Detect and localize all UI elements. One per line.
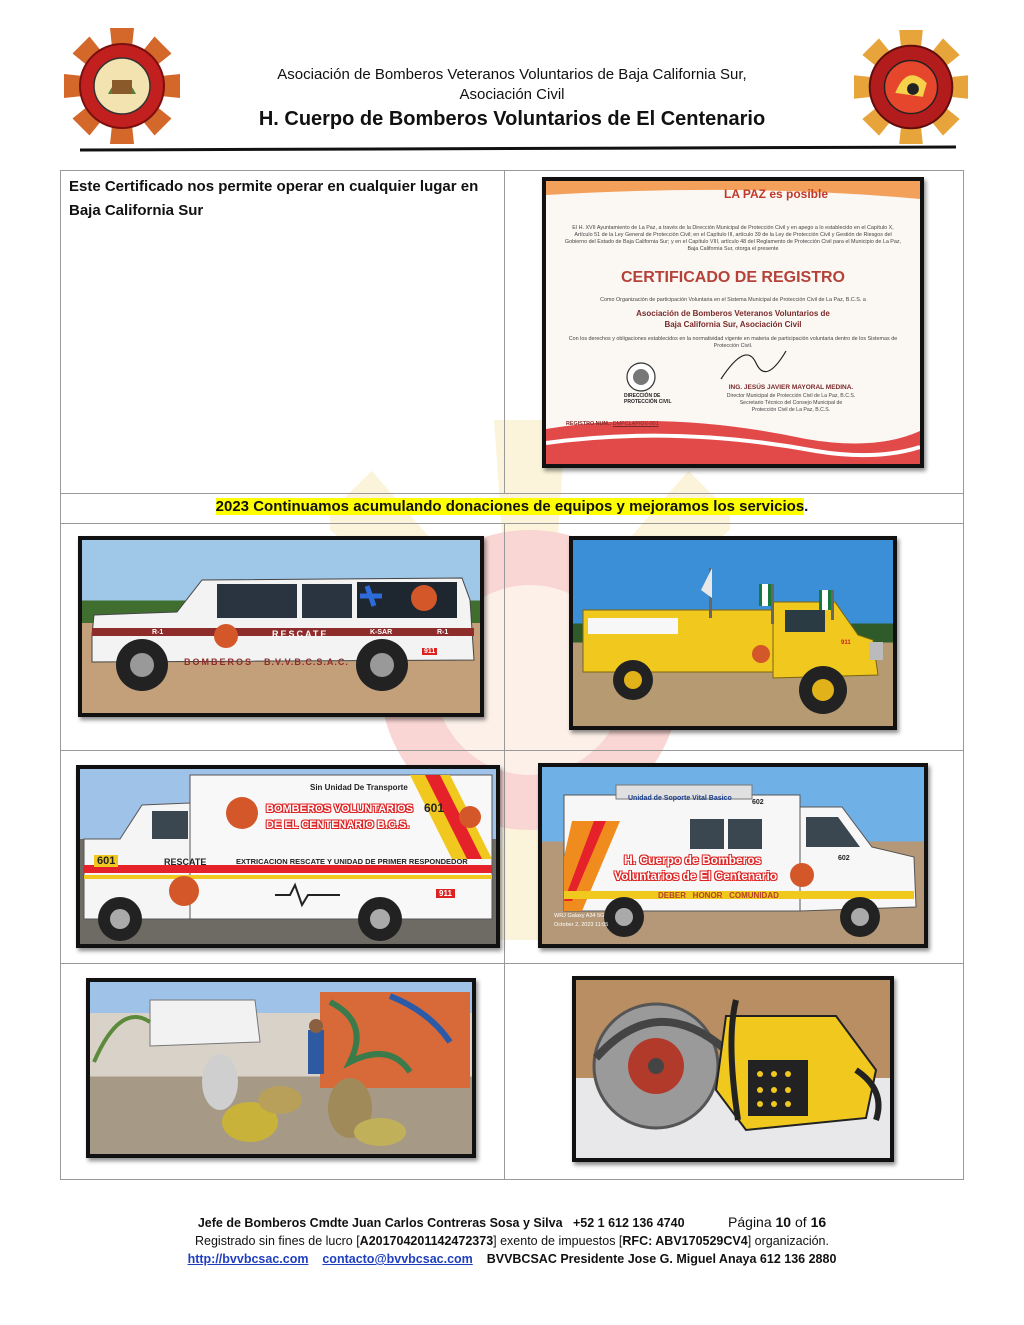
page-title: H. Cuerpo de Bomberos Voluntarios de El Centenario [258, 108, 766, 130]
page-label: Página [728, 1214, 772, 1230]
certificate-description-cell [61, 171, 505, 494]
certificate-signer: ING. JESÚS JAVIER MAYORAL MEDINA. [728, 384, 854, 391]
registro-number: DMPCLAP/GV-001 [612, 421, 659, 427]
banner-period: . [804, 498, 809, 515]
page-of: of [794, 1214, 807, 1230]
fire-chief-contact: Jefe de Bomberos Cmdte Juan Carlos Contreras Sosa y Silva +52 1 612 136 4740 [197, 1216, 685, 1230]
suburban-label-911: 911 [424, 648, 436, 655]
certificate-signer-role-1: Director Municipal de Protección Civil de La Paz, B.C.S. [726, 393, 856, 399]
page-total: 16 [810, 1214, 827, 1230]
suburban-rescue-photo [78, 536, 484, 717]
certificate-description: Este Certificado nos permite operar en cualquier lugar en Baja California Sur [69, 178, 479, 219]
banner-cell [61, 494, 964, 524]
suburban-label-r1-right: R-1 [437, 629, 449, 636]
registration-text-c: ] organización. [747, 1234, 829, 1248]
ambulance-601-911: 911 [436, 889, 455, 898]
ambulance-602-line-2: Voluntarios de El Centenario [614, 869, 778, 883]
certificate-org-1: Asociación de Bomberos Veteranos Voluntarios de [636, 309, 830, 318]
certificate-seal-text: DIRECCIÓN DE PROTECCIÓN CIVIL [624, 393, 672, 405]
ambulance-601-line-2: DE EL CENTENARIO B.C.S. [266, 819, 410, 831]
ambulance-602-line-1: H. Cuerpo de Bomberos [624, 853, 762, 867]
photo-stamp-date: October 2, 2023 11:05 [554, 922, 609, 928]
certificate-signer-role-3: Protección Civil de La Paz, B.C.S. [751, 407, 831, 413]
website-link[interactable]: http://bvvbcsac.com [187, 1252, 309, 1266]
suburban-label-r1-left: R-1 [152, 629, 164, 636]
page-header [0, 0, 1024, 160]
certificate-rights: Con los derechos y obligaciones establecidos en la normatividad vigente en materia de participación voluntaria dentro de los Sistemas de Protección Civil. [568, 336, 898, 349]
ambulance-602-top-sign: Unidad de Soporte Vital Basico [628, 795, 732, 802]
donations-banner: 2023 Continuamos acumulando donaciones de equipos y mejoramos los servicios [215, 498, 805, 515]
certificate-signer-role-2: Secretario Técnico del Consejo Municipal de [739, 400, 843, 406]
ambulance-601-extricacion: EXTRICACION RESCATE Y UNIDAD DE PRIMER RESPONDEDOR [236, 857, 468, 866]
certificate-intro: El H. XVII Ayuntamiento de La Paz, a través de la Dirección Municipal de Protección Civil y en apego a lo establecido en el Capítulo X, Artículo 51 de la Ley General de Protección Civil; en el Capítulo III, artículo 39 de la Ley de Protección Civil y Gestión de Riesgos del Gobierno del Estado de Baja California Sur; y en el Capítulo VIII, artículo 48 del Reglamento de Protección Civil para el Municipio de La Paz, Baja California Sur, otorga el presente [564, 225, 902, 252]
page-number: 10 [775, 1214, 792, 1230]
certificate-org-2: Baja California Sur, Asociación Civil [664, 320, 802, 329]
certificate-as-text: Como Organización de participación Voluntaria en el Sistema Municipal de Protección Civil de La Paz, B.C.S. a [600, 297, 866, 303]
certificate-heading: CERTIFICADO DE REGISTRO [620, 269, 845, 286]
truck-label-911: 911 [841, 640, 851, 646]
registration-text-a: Registrado sin fines de lucro [ [195, 1234, 360, 1248]
ambulance-601-line-1: BOMBEROS VOLUNTARIOS [266, 803, 414, 815]
ambulance-601-rescate: RESCATE [164, 857, 207, 867]
fire-department-left-logo [62, 26, 182, 146]
ambulance-602-photo [538, 763, 928, 948]
rescue-saw-photo [572, 976, 894, 1162]
ambulance-601-photo [76, 765, 500, 948]
header-line-1: Asociación de Bomberos Veteranos Voluntarios de Baja California Sur, [277, 66, 747, 83]
ambulance-602-number-side: 602 [838, 855, 850, 862]
registro-label: REGISTRO NUM.: [566, 421, 612, 427]
certificate-registro [566, 421, 659, 427]
certificate-photo [542, 177, 924, 468]
rfc-id: RFC: ABV170529CV4 [622, 1234, 748, 1248]
yellow-fire-truck-photo [569, 536, 897, 730]
suburban-label-rescate: RESCATE [272, 629, 329, 639]
donated-gear-photo [86, 978, 476, 1158]
photo-stamp-device: WRJ Galaxy A34 5G [554, 913, 605, 919]
footer-contact-line [0, 1214, 1024, 1230]
ambulance-601-number-front: 601 [94, 855, 118, 867]
suburban-label-bomberos: BOMBEROS [184, 657, 254, 667]
registration-text-b: ] exento de impuestos [ [493, 1234, 623, 1248]
fire-department-right-logo [852, 28, 970, 146]
header-line-2: Asociación Civil [459, 86, 565, 103]
email-link[interactable]: contacto@bvvbcsac.com [322, 1252, 473, 1266]
suburban-label-ksar: K-SAR [370, 629, 393, 636]
footer-links-line [0, 1252, 1024, 1266]
suburban-label-org: B.V.V.B.C.S.A.C. [264, 657, 349, 667]
page-indicator [728, 1214, 826, 1230]
president-contact: BVVBCSAC Presidente Jose G. Miguel Anaya 612 136 2880 [486, 1252, 837, 1266]
nonprofit-id: A201704201142472373 [359, 1234, 494, 1248]
footer-registration-line [0, 1234, 1024, 1248]
header-divider [80, 145, 956, 151]
ambulance-601-number-side: 601 [424, 801, 445, 815]
ambulance-602-motto: DEBER HONOR COMUNIDAD [658, 891, 779, 900]
la-paz-logo-text: LA PAZ es posible [724, 187, 829, 201]
ambulance-601-top-sign: Sin Unidad De Transporte [310, 783, 408, 792]
ambulance-602-number-roof: 602 [752, 799, 764, 806]
